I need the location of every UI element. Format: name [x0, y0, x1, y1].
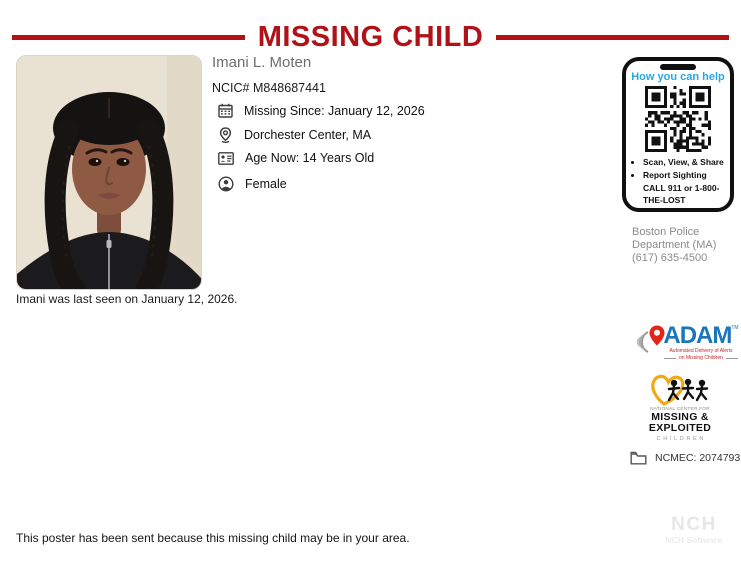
footer-note: This poster has been sent because this missing child may be in your area. — [16, 531, 410, 545]
adam-trademark: TM — [731, 325, 739, 331]
nch-watermark — [651, 515, 737, 545]
folder-icon — [630, 451, 647, 465]
agency-line-2: Department (MA) — [632, 238, 717, 251]
help-bullet-list — [626, 156, 730, 206]
detail-missing-since — [218, 103, 425, 118]
tagline-dash-left — [664, 358, 676, 359]
photo-caption: Imani was last seen on January 12, 2026. — [16, 292, 238, 306]
adam-tagline-line1: Automated Delivery of Alerts — [669, 348, 733, 354]
sex-text: Female — [245, 177, 287, 191]
ncmec-text-line4: CHILDREN — [656, 435, 706, 442]
ncmec-text-line2: MISSING & — [651, 411, 709, 423]
missing-since-text: Missing Since: January 12, 2026 — [244, 103, 425, 118]
case-number-row — [630, 451, 740, 465]
poster-header — [12, 21, 729, 54]
help-bullet-scan: • Scan, View, & Share — [643, 156, 725, 168]
nch-logo: NCH — [671, 514, 717, 535]
location-text: Dorchester Center, MA — [244, 128, 372, 142]
agency-line-1: Boston Police — [632, 226, 700, 238]
person-icon — [218, 176, 234, 192]
agency-contact — [632, 226, 716, 264]
poster-title: MISSING CHILD — [257, 21, 484, 53]
ncic-number: NCIC# M848687441 — [212, 81, 326, 95]
adam-logo — [632, 322, 741, 362]
child-photo — [16, 55, 202, 290]
child-portrait-illustration — [17, 56, 201, 289]
calendar-icon — [218, 103, 233, 118]
location-pin-icon — [218, 127, 233, 143]
adam-wordmark: ADAM — [663, 322, 732, 349]
header-rule-right — [496, 35, 729, 40]
adam-tagline-line2: on Missing Children — [679, 354, 723, 361]
help-bullet-report: • Report Sighting CALL 911 or 1-800-THE-LOST — [643, 169, 725, 206]
qr-code — [645, 86, 711, 152]
ncmec-text-line1: NATIONAL CENTER FOR — [650, 407, 710, 412]
nch-label: NCH Software — [665, 535, 723, 545]
agency-phone: (617) 635-4500 — [632, 251, 708, 264]
tagline-dash-right — [726, 358, 738, 359]
detail-sex — [218, 176, 287, 192]
header-rule-left — [12, 35, 245, 40]
phone-graphic — [622, 57, 734, 212]
id-card-icon — [218, 152, 234, 165]
heart-children-icon — [650, 372, 710, 406]
ncmec-logo — [648, 372, 712, 442]
age-text: Age Now: 14 Years Old — [245, 151, 375, 165]
help-heading: How you can help — [631, 71, 725, 83]
phone-notch — [660, 64, 696, 70]
case-number: NCMEC: 2074793 — [655, 452, 741, 464]
child-name: Imani L. Moten — [212, 54, 312, 71]
detail-location — [218, 127, 371, 143]
ncmec-text-line3: EXPLOITED — [648, 422, 712, 435]
detail-age — [218, 151, 374, 165]
